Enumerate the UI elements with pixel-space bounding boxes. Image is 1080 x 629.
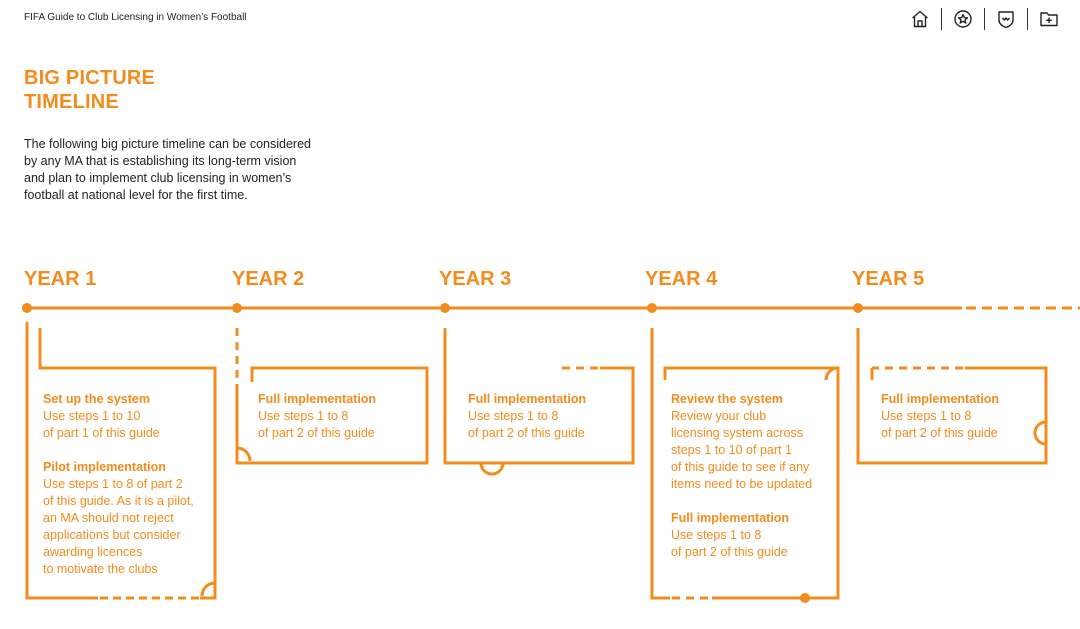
block-line: Use steps 1 to 8 of part 2 bbox=[43, 477, 183, 491]
timeline-dot-year-4 bbox=[647, 303, 657, 313]
block-line: Use steps 1 to 10 bbox=[43, 409, 141, 423]
block-line: Use steps 1 to 8 bbox=[468, 409, 559, 423]
block-line: Use steps 1 to 8 bbox=[258, 409, 349, 423]
year-4-content bbox=[671, 391, 836, 561]
block-line: Review your club bbox=[671, 409, 767, 423]
year-5-content bbox=[881, 391, 1043, 442]
year-2-content bbox=[258, 391, 423, 442]
timeline-dot-year-5 bbox=[853, 303, 863, 313]
block-heading: Review the system bbox=[671, 392, 783, 406]
block-line: steps 1 to 10 of part 1 bbox=[671, 443, 792, 457]
block-line: Use steps 1 to 8 bbox=[671, 528, 762, 542]
block-line: of part 2 of this guide bbox=[881, 426, 998, 440]
block-line: applications but consider bbox=[43, 528, 181, 542]
year-2-label: YEAR 2 bbox=[232, 268, 305, 290]
block-heading: Pilot implementation bbox=[43, 460, 166, 474]
block-heading: Set up the system bbox=[43, 392, 150, 406]
block-line: awarding licences bbox=[43, 545, 143, 559]
block-heading: Full implementation bbox=[671, 511, 790, 525]
timeline-dot-year-3 bbox=[440, 303, 450, 313]
block-heading: Full implementation bbox=[258, 392, 377, 406]
page-title-line-1: BIG PICTURE bbox=[24, 67, 156, 89]
year-1-content bbox=[43, 391, 213, 578]
block-heading: Full implementation bbox=[881, 392, 1000, 406]
year-4-box-dot bbox=[800, 593, 810, 603]
timeline-dot-year-2 bbox=[232, 303, 242, 313]
block-line: of part 2 of this guide bbox=[671, 545, 788, 559]
block-line: of this guide. As it is a pilot, bbox=[43, 494, 194, 508]
document-title: FIFA Guide to Club Licensing in Women’s Football bbox=[24, 12, 247, 23]
block-line: of part 2 of this guide bbox=[258, 426, 375, 440]
year-3-content bbox=[468, 391, 630, 442]
block-heading: Full implementation bbox=[468, 392, 587, 406]
block-line: of part 1 of this guide bbox=[43, 426, 160, 440]
block-line: licensing system across bbox=[671, 426, 803, 440]
timeline-dot-year-1 bbox=[22, 303, 32, 313]
block-line: items need to be updated bbox=[671, 477, 813, 491]
year-5-label: YEAR 5 bbox=[852, 268, 925, 290]
block-line: to motivate the clubs bbox=[43, 562, 158, 576]
block-line: Use steps 1 to 8 bbox=[881, 409, 972, 423]
year-1-label: YEAR 1 bbox=[24, 268, 97, 290]
intro-paragraph: The following big picture timeline can be considered by any MA that is establishing its long-term vision and plan to implement club licensing in women’s football at national level for the first time. bbox=[24, 137, 311, 202]
block-line: of this guide to see if any bbox=[671, 460, 810, 474]
block-line: of part 2 of this guide bbox=[468, 426, 585, 440]
year-4-label: YEAR 4 bbox=[645, 268, 718, 290]
year-3-label: YEAR 3 bbox=[439, 268, 512, 290]
page-title-line-2: TIMELINE bbox=[24, 91, 119, 113]
block-line: an MA should not reject bbox=[43, 511, 174, 525]
